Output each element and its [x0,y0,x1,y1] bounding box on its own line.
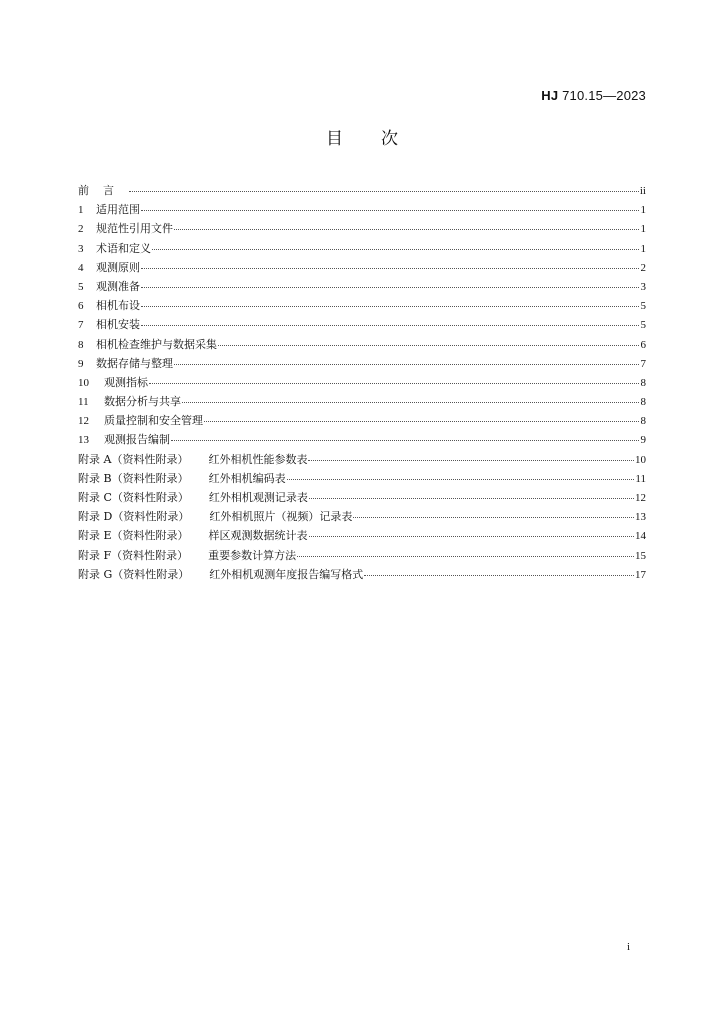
toc-entry-label: 相机检查维护与数据采集 [96,337,217,351]
toc-entry-label: 重要参数计算方法 [208,548,297,562]
toc-entry-label: 相机布设 [96,299,140,313]
toc-entry-label: 红外相机照片（视频）记录表 [209,510,353,524]
toc-entry-number: 7 [78,319,84,332]
toc-entry-page: 8 [640,415,646,428]
toc-entry-label: 质量控制和安全管理 [104,414,203,428]
toc-entry-page: 1 [640,242,646,255]
toc-dot-leader [218,333,639,346]
toc-entry-page: 17 [635,568,646,581]
toc-entry-label: 观测准备 [96,279,140,293]
toc-dot-leader [297,544,634,557]
toc-entry-label: 适用范围 [96,203,140,217]
toc-entry-appendix-prefix: 附录 A（资料性附录） [78,452,189,466]
toc-entry-appendix-prefix: 附录 G（资料性附录） [78,567,190,581]
toc-entry-page: 5 [640,300,646,313]
toc-entry-label: 红外相机编码表 [208,471,286,485]
toc-dot-leader [141,198,639,211]
toc-entry-appendix-prefix: 附录 B（资料性附录） [78,471,189,485]
toc-title: 目次 [326,129,436,149]
toc-dot-leader [364,563,634,576]
toc-entry-label: 红外相机观测年度报告编写格式 [209,567,364,581]
toc-entry-label: 相机安装 [96,318,140,332]
toc-dot-leader [141,275,639,288]
toc-dot-leader [141,256,639,269]
toc-entry-appendix-prefix: 附录 D（资料性附录） [78,510,190,524]
toc-entry-page: 15 [635,549,646,562]
toc-entry-page: 1 [640,223,646,236]
toc-entry-page: 12 [635,492,646,504]
toc-entry-page: 8 [640,376,646,389]
toc-entry-label: 观测报告编制 [104,433,170,447]
toc-entry-number: 1 [78,204,84,217]
toc-entry-label: 观测指标 [104,375,148,389]
toc-entry-label: 前言 [78,184,128,197]
toc-entry-number: 3 [78,242,84,255]
toc-dot-leader [353,505,634,518]
toc-dot-leader [182,390,639,403]
toc-entry-page: 2 [640,261,646,274]
toc-dot-leader [308,448,634,461]
toc-entry-appendix-prefix: 附录 C（资料性附录） [78,491,189,504]
toc-dot-leader [174,217,639,230]
toc-entry-number: 4 [78,261,84,274]
toc-entry-page: 14 [635,530,646,543]
toc-dot-leader [129,179,639,192]
toc-entry-number: 11 [78,396,89,409]
toc-entry-label: 红外相机观测记录表 [208,491,308,504]
toc-entry-label: 观测原则 [96,260,140,274]
toc-entry-label: 红外相机性能参数表 [208,452,308,466]
toc-entry-appendix-prefix: 附录 E（资料性附录） [78,529,189,543]
toc-dot-leader [309,486,634,499]
table-of-contents [78,181,646,584]
toc-entry-label: 数据存储与整理 [96,356,173,370]
toc-entry-page: 11 [635,472,646,485]
page-number: i [626,941,630,953]
toc-entry-page: 5 [640,319,646,332]
toc-entry-label: 样区观测数据统计表 [208,529,308,543]
toc-entry-page: 1 [640,204,646,217]
toc-dot-leader [174,352,639,365]
toc-dot-leader [309,524,634,537]
toc-dot-leader [152,237,639,250]
toc-entry-label: 术语和定义 [96,241,151,255]
toc-entry-number: 8 [78,338,84,351]
standard-prefix: HJ [541,88,559,103]
toc-entry-number: 5 [78,280,84,293]
toc-dot-leader [141,313,639,326]
toc-entry-number: 2 [78,223,84,236]
toc-dot-leader [171,428,639,441]
toc-entry-appendix-prefix: 附录 F（资料性附录） [78,548,189,562]
standard-number: 710.15—2023 [562,88,646,103]
toc-entry-page: 8 [640,396,646,409]
toc-entry-page: 10 [635,453,646,466]
document-code [541,88,646,103]
toc-entry-number: 10 [78,376,89,389]
toc-dot-leader [287,467,635,480]
toc-entry-page: 9 [640,434,646,447]
toc-entry-page: 6 [640,338,646,351]
toc-dot-leader [141,294,639,307]
toc-entry-page: 3 [640,280,646,293]
toc-entry-number: 9 [78,357,84,370]
toc-entry-number: 6 [78,300,84,313]
toc-entry-page: 13 [635,511,646,524]
toc-entry-label: 规范性引用文件 [96,222,173,236]
toc-entry[interactable] [78,565,646,584]
toc-entry-page: 7 [640,357,646,370]
toc-dot-leader [149,371,639,384]
toc-entry-number: 12 [78,415,89,428]
toc-entry-label: 数据分析与共享 [104,395,181,409]
toc-dot-leader [204,409,639,422]
toc-entry-number: 13 [78,434,89,447]
toc-entry-page: ii [639,185,646,197]
